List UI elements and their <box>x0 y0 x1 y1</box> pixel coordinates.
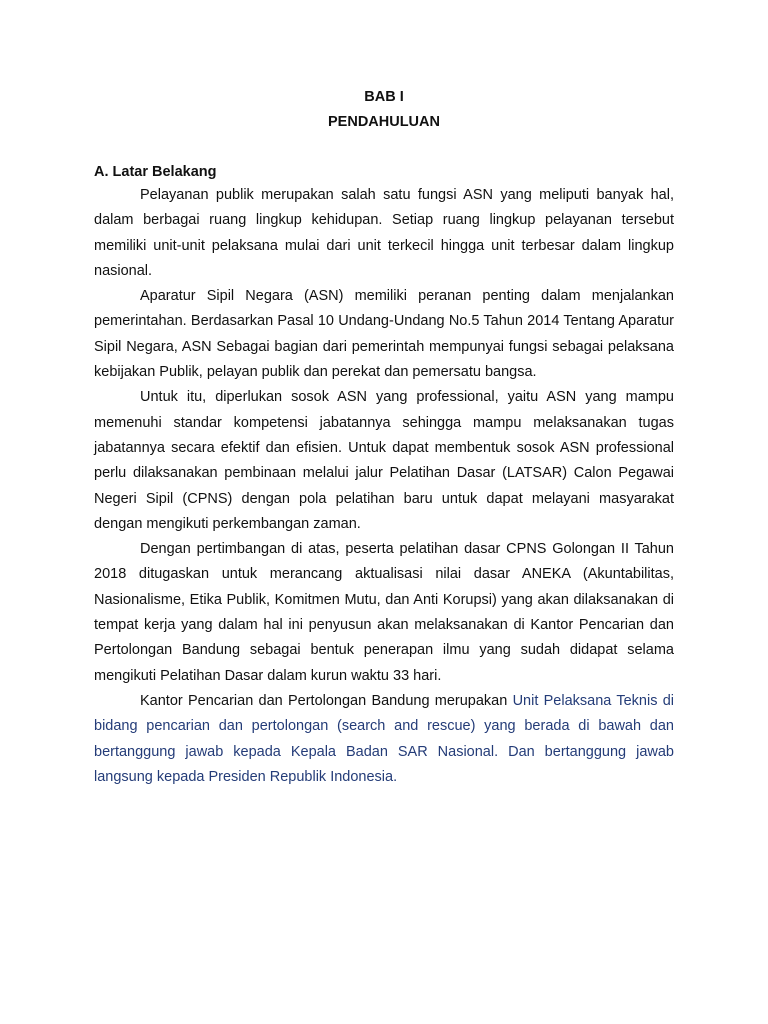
body-text <box>94 183 674 790</box>
paragraph-3: Untuk itu, diperlukan sosok ASN yang professional, yaitu ASN yang mampu memenuhi standar kompetensi jabatannya sehingga mampu melaksanakan tugas jabatannya secara efektif dan efisien. Untuk dapat membentuk sosok ASN professional perlu dilaksanakan pembinaan melalui jalur Pelatihan Dasar (LATSAR) Calon Pegawai Negeri Sipil (CPNS) dengan pola pelatihan baru untuk dapat melayani masyarakat dengan mengikuti perkembangan zaman. <box>94 389 674 532</box>
paragraph-1: Pelayanan publik merupakan salah satu fungsi ASN yang meliputi banyak hal, dalam berbagai ruang lingkup kehidupan. Setiap ruang lingkup pelayanan tersebut memiliki unit-unit pelaksana mulai dari unit terkecil hingga unit terbesar dalam lingkup nasional. <box>94 187 674 279</box>
chapter-heading: BAB I <box>364 89 404 105</box>
paragraph-2: Aparatur Sipil Negara (ASN) memiliki peranan penting dalam menjalankan pemerintahan. Berdasarkan Pasal 10 Undang-Undang No.5 Tahun 2014 Tentang Aparatur Sipil Negara, ASN Sebagai bagian dari pemerintah mempunyai fungsi sebagai pelaksana kebijakan Publik, pelayan publik dan perekat dan pemersatu bangsa. <box>94 288 674 381</box>
paragraph-4: Dengan pertimbangan di atas, peserta pelatihan dasar CPNS Golongan II Tahun 2018 ditugaskan untuk merancang aktualisasi nilai dasar ANEKA (Akuntabilitas, Nasionalisme, Etika Publik, Komitmen Mutu, dan Anti Korupsi) yang akan dilaksanakan di tempat kerja yang dalam hal ini penyusun akan melaksanakan di Kantor Pencarian dan Pertolongan Bandung sebagai bentuk penerapan ilmu yang sudah didapat selama mengikuti Pelatihan Dasar dalam kurun waktu 33 hari. <box>94 541 674 684</box>
paragraph-5-highlighted-text: Unit Pelaksana Teknis di bidang pencarian dan pertolongan (search and rescue) yang berada di bawah dan bertanggung jawab kepada Kepala Badan SAR Nasional. Dan bertanggung jawab langsung kepada Presiden Republik Indonesia. <box>94 692 674 785</box>
paragraph-5 <box>94 689 674 790</box>
paragraph-5-text: Kantor Pencarian dan Pertolongan Bandung merupakan <box>140 692 513 709</box>
chapter-title: PENDAHULUAN <box>328 114 440 130</box>
section-heading: A. Latar Belakang <box>94 164 217 180</box>
